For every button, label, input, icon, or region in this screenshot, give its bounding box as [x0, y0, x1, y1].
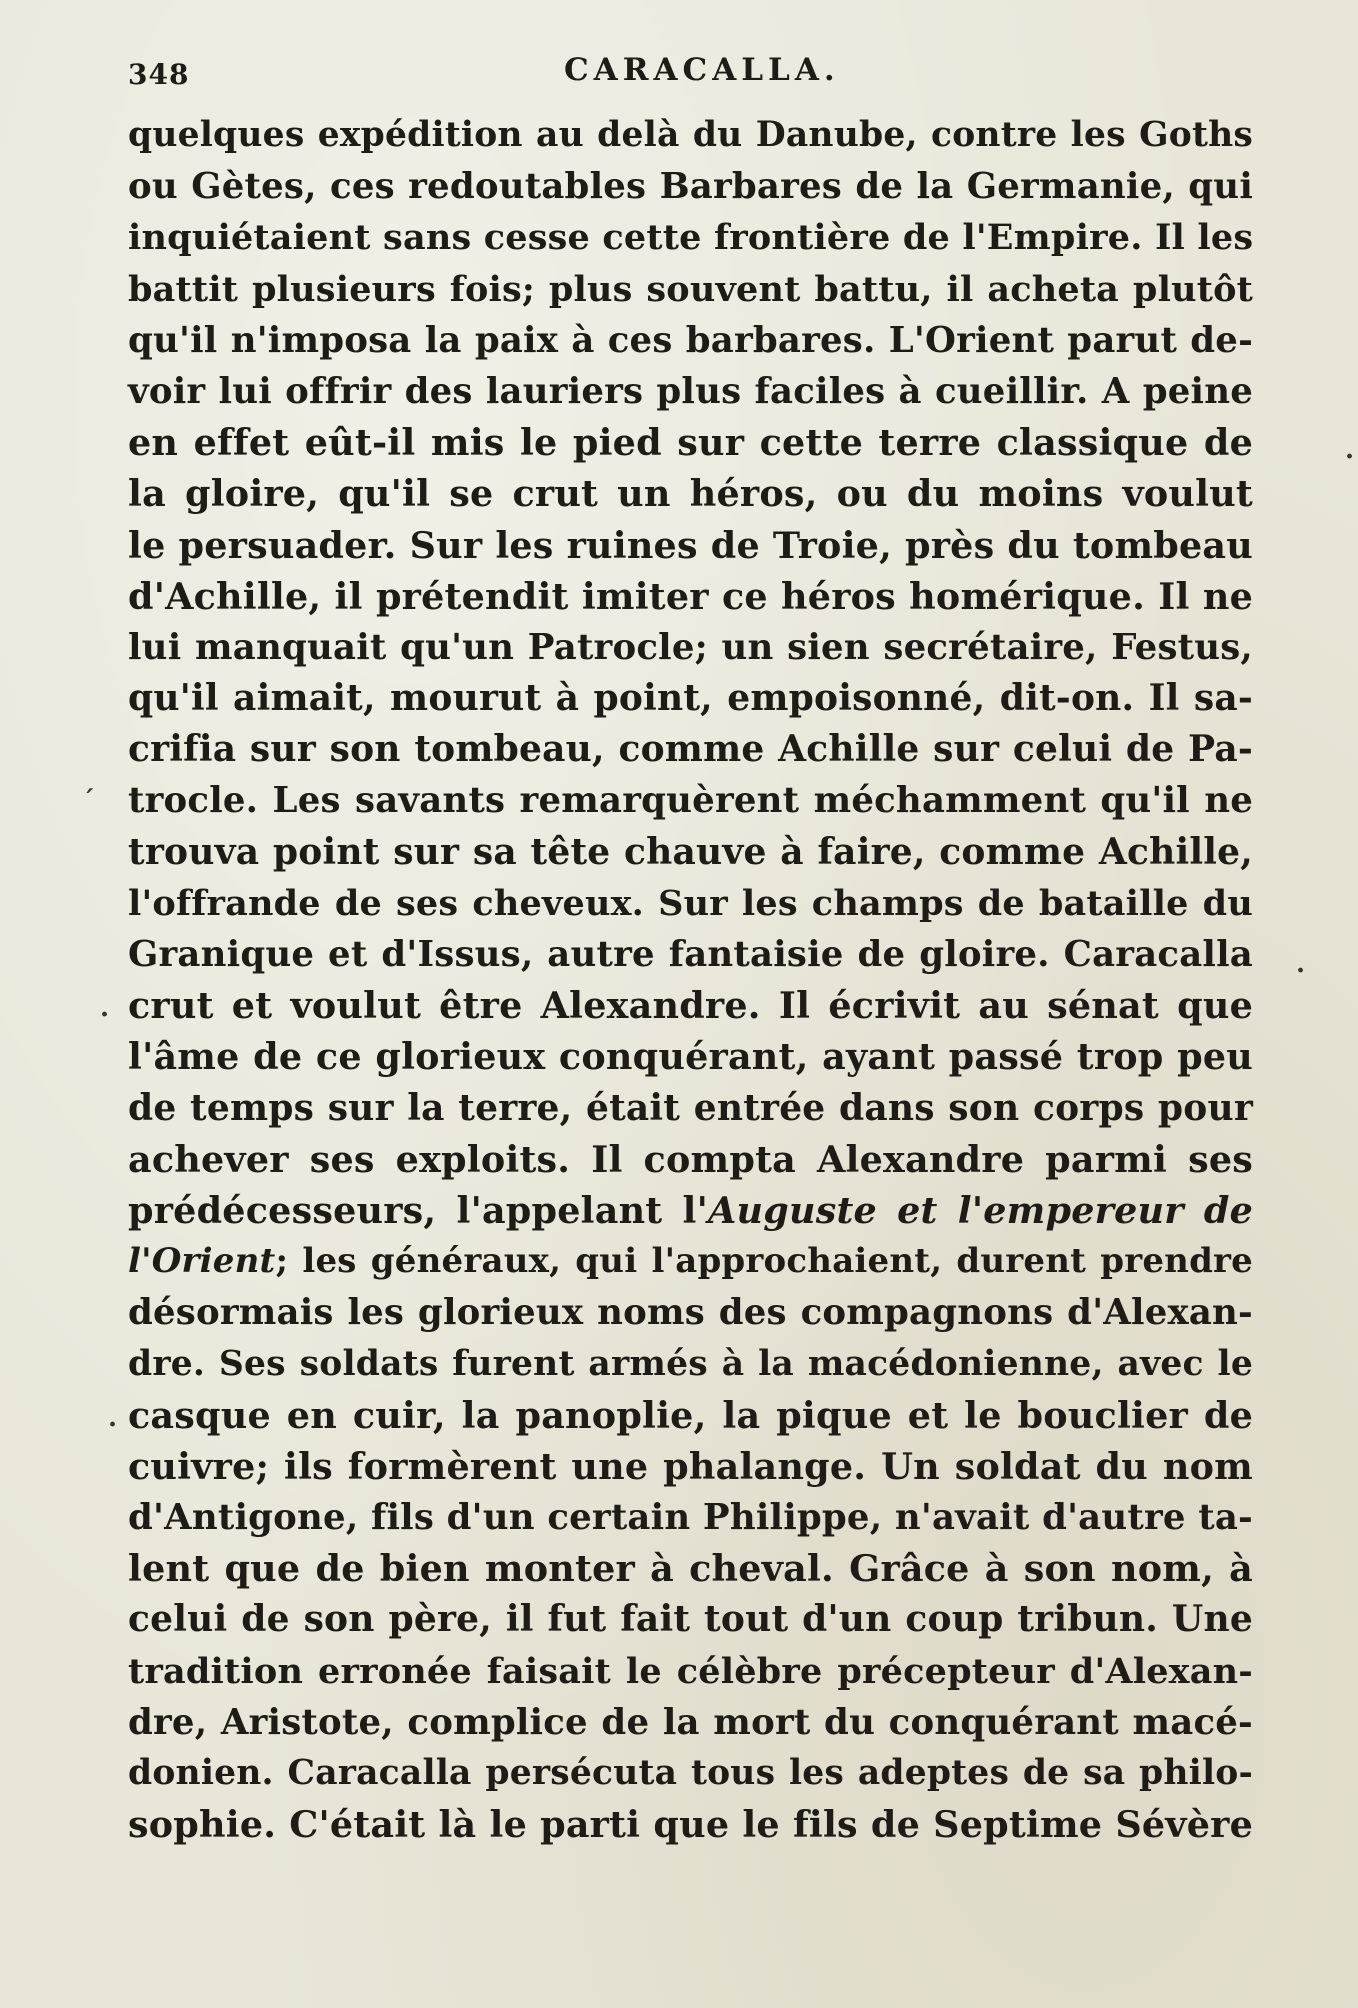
text-line: dre, Aristote, complice de la mort du conquérant macé-: [128, 1701, 1253, 1743]
text-line: Granique et d'Issus, autre fantaisie de gloire. Caracalla: [128, 934, 1253, 975]
text-line: ou Gètes, ces redoutables Barbares de la Germanie, qui: [128, 166, 1253, 208]
text-line-with-italic: [128, 1236, 1253, 1287]
text-line: l'âme de ce glorieux conquérant, ayant passé trop peu: [128, 1035, 1253, 1079]
text-line: crut et voulut être Alexandre. Il écrivit au sénat que: [128, 984, 1253, 1028]
text-line: sophie. C'était là le parti que le fils de Septime Sévère: [128, 1803, 1253, 1847]
text-segment: ; les généraux, qui l'approchaient, durent prendre: [275, 1241, 1253, 1282]
text-line: le persuader. Sur les ruines de Troie, près du tombeau: [128, 523, 1253, 567]
margin-tick-mark: ´: [82, 786, 95, 816]
text-line: quelques expédition au delà du Danube, contre les Goths: [128, 115, 1253, 155]
text-line: trocle. Les savants remarquèrent méchamment qu'il ne: [128, 780, 1253, 822]
italic-phrase: l'Orient: [128, 1241, 276, 1282]
text-segment: prédécesseurs, l'appelant l': [128, 1188, 708, 1232]
text-line: lent que de bien monter à cheval. Grâce à son nom, à: [128, 1547, 1253, 1591]
text-line: battit plusieurs fois; plus souvent battu, il acheta plutôt: [128, 268, 1253, 310]
text-line: désormais les glorieux noms des compagnons d'Alexan-: [128, 1292, 1253, 1334]
text-line: casque en cuir, la panoplie, la pique et le bouclier de: [128, 1393, 1253, 1437]
margin-dot-mark: ·: [1345, 442, 1355, 472]
text-line: inquiétaient sans cesse cette frontière de l'Empire. Il les: [128, 217, 1254, 259]
text-line: celui de son père, il fut fait tout d'un coup tribun. Une: [128, 1598, 1253, 1641]
text-line: d'Antigone, fils d'un certain Philippe, n'avait d'autre ta-: [128, 1497, 1253, 1539]
text-line: qu'il aimait, mourut à point, empoisonné, dit-on. Il sa-: [128, 677, 1253, 720]
margin-dot-mark: ·: [108, 1410, 118, 1440]
text-line-with-italic: [128, 1185, 1253, 1236]
text-line: la gloire, qu'il se crut un héros, ou du moins voulut: [128, 472, 1253, 516]
text-line: tradition erronée faisait le célèbre précepteur d'Alexan-: [128, 1650, 1253, 1692]
text-line: crifia sur son tombeau, comme Achille sur celui de Pa-: [128, 728, 1253, 771]
text-line: achever ses exploits. Il compta Alexandre parmi ses: [128, 1137, 1253, 1181]
running-title: CARACALLA.: [564, 52, 840, 88]
text-line: lui manquait qu'un Patrocle; un sien secrétaire, Festus,: [128, 626, 1253, 668]
text-line: cuivre; ils formèrent une phalange. Un soldat du nom: [128, 1444, 1253, 1488]
body-text: [128, 110, 1253, 1850]
text-line: d'Achille, il prétendit imiter ce héros homérique. Il ne: [128, 574, 1253, 618]
margin-dot-mark: ·: [1296, 956, 1306, 986]
text-line: qu'il n'imposa la paix à ces barbares. L'Orient parut de-: [128, 319, 1253, 361]
text-line: dre. Ses soldats furent armés à la macédonienne, avec le: [128, 1343, 1253, 1384]
text-line: voir lui offrir des lauriers plus faciles à cueillir. A peine: [128, 370, 1253, 412]
italic-phrase: Auguste et l'empereur de: [708, 1188, 1253, 1232]
text-line: en effet eût-il mis le pied sur cette terre classique de: [128, 421, 1253, 465]
text-line: donien. Caracalla persécuta tous les adeptes de sa philo-: [128, 1753, 1253, 1793]
running-head: [128, 52, 1248, 96]
text-line: de temps sur la terre, était entrée dans son corps pour: [128, 1086, 1253, 1129]
page-number: 348: [128, 58, 190, 91]
text-line: l'offrande de ses cheveux. Sur les champs de bataille du: [128, 882, 1253, 924]
text-line: trouva point sur sa tête chauve à faire, comme Achille,: [128, 830, 1253, 873]
margin-dot-mark: ·: [100, 1000, 110, 1030]
